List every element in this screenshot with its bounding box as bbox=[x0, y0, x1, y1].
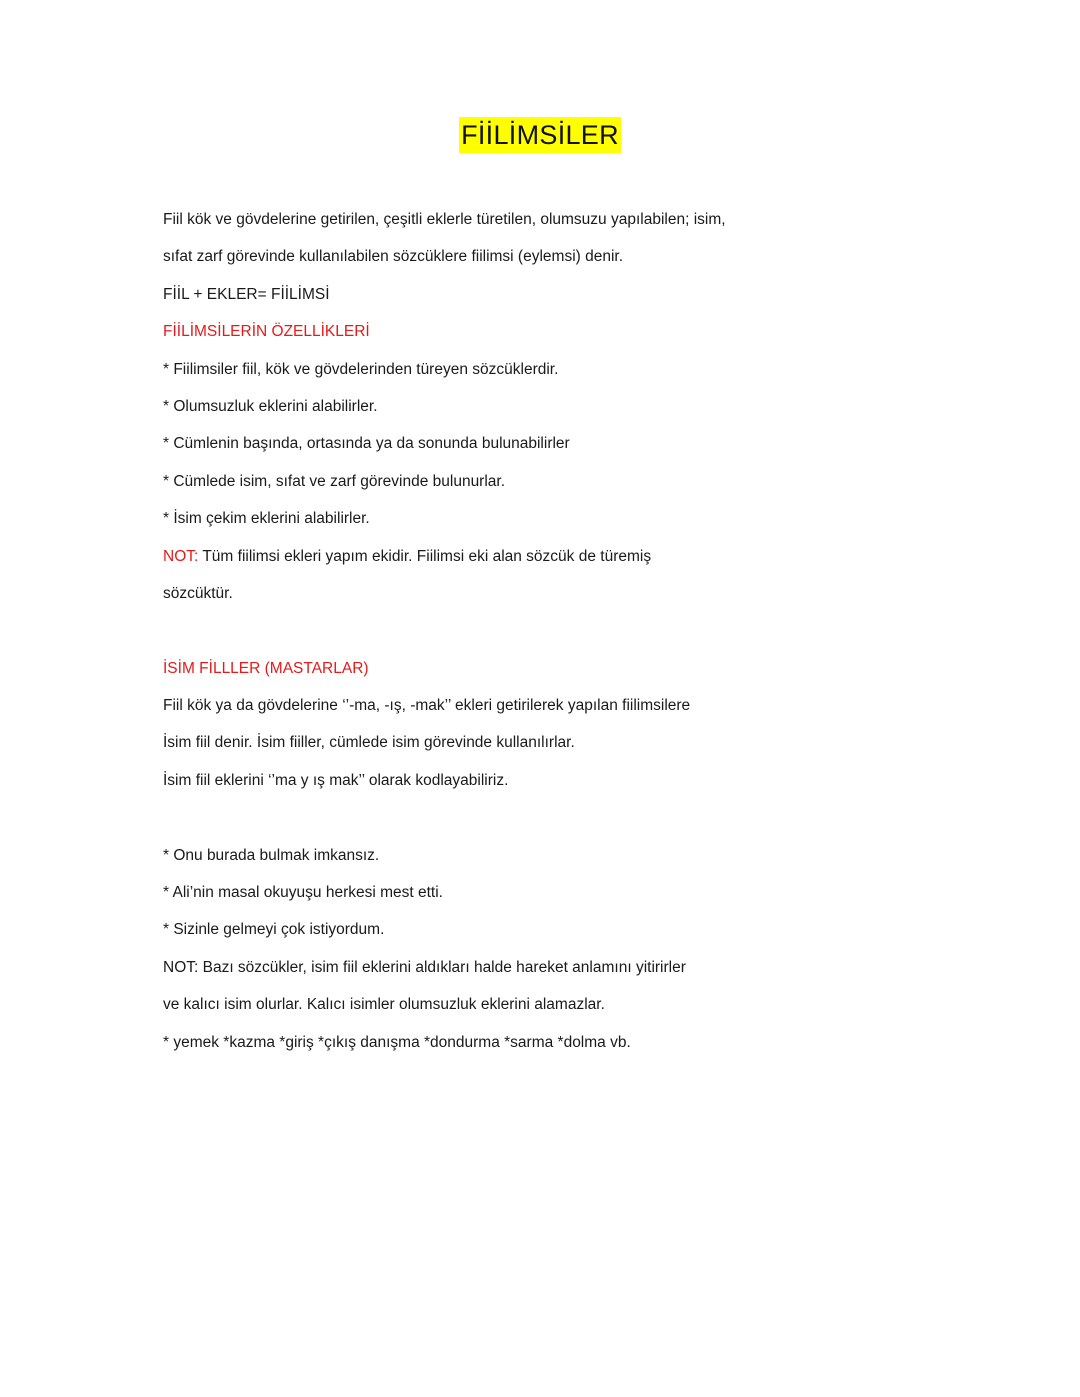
isim-fiiller-note-line-1: NOT: Bazı sözcükler, isim fiil eklerini aldıkları halde hareket anlamını yitirirler bbox=[163, 958, 686, 976]
title-container bbox=[0, 117, 1080, 153]
isim-fiiller-line: İsim fiil denir. İsim fiiller, cümlede isim görevinde kullanılırlar. bbox=[163, 734, 575, 752]
feature-item: * Olumsuzluk eklerini alabilirler. bbox=[163, 397, 378, 415]
isim-fiiller-heading: İSİM FİLLLER (MASTARLAR) bbox=[163, 659, 369, 677]
note-text: Tüm fiilimsi ekleri yapım ekidir. Fiilimsi eki alan sözcük de türemiş bbox=[198, 547, 652, 565]
page-title: FİİLİMSİLER bbox=[459, 117, 621, 153]
spacer bbox=[163, 799, 943, 836]
features-heading: FİİLİMSİLERİN ÖZELLİKLERİ bbox=[163, 323, 370, 341]
intro-line-1: Fiil kök ve gövdelerine getirilen, çeşitli eklerle türetilen, olumsuzu yapılabilen; isim, bbox=[163, 211, 726, 228]
feature-item: * İsim çekim eklerini alabilirler. bbox=[163, 510, 370, 528]
intro-line-2: sıfat zarf görevinde kullanılabilen sözcüklere fiilimsi (eylemsi) denir. bbox=[163, 248, 624, 266]
spacer bbox=[163, 612, 943, 649]
isim-fiiller-line: İsim fiil eklerini ‘’ma y ış mak’’ olarak kodlayabiliriz. bbox=[163, 771, 509, 789]
example-item: * Onu burada bulmak imkansız. bbox=[163, 846, 380, 864]
isim-fiiller-note-line-2: ve kalıcı isim olurlar. Kalıcı isimler olumsuzluk eklerini alamazlar. bbox=[163, 996, 605, 1014]
examples-list: * yemek *kazma *giriş *çıkış danışma *dondurma *sarma *dolma vb. bbox=[163, 1033, 631, 1051]
feature-item: * Cümlenin başında, ortasında ya da sonunda bulunabilirler bbox=[163, 435, 570, 453]
formula-line: FİİL + EKLER= FİİLİMSİ bbox=[163, 285, 330, 303]
feature-item: * Cümlede isim, sıfat ve zarf görevinde bulunurlar. bbox=[163, 472, 506, 490]
isim-fiiller-line: Fiil kök ya da gövdelerine ‘’-ma, -ış, -mak’’ ekleri getirilerek yapılan fiilimsilere bbox=[163, 697, 691, 715]
document-body bbox=[163, 201, 943, 1061]
note-label: NOT: bbox=[163, 547, 199, 565]
example-item: * Sizinle gelmeyi çok istiyordum. bbox=[163, 921, 385, 939]
example-item: * Ali’nin masal okuyuşu herkesi mest etti. bbox=[163, 884, 443, 902]
features-note-line-2: sözcüktür. bbox=[163, 584, 233, 602]
feature-item: * Fiilimsiler fiil, kök ve gövdelerinden türeyen sözcüklerdir. bbox=[163, 360, 559, 378]
features-note-line-1 bbox=[163, 538, 943, 575]
